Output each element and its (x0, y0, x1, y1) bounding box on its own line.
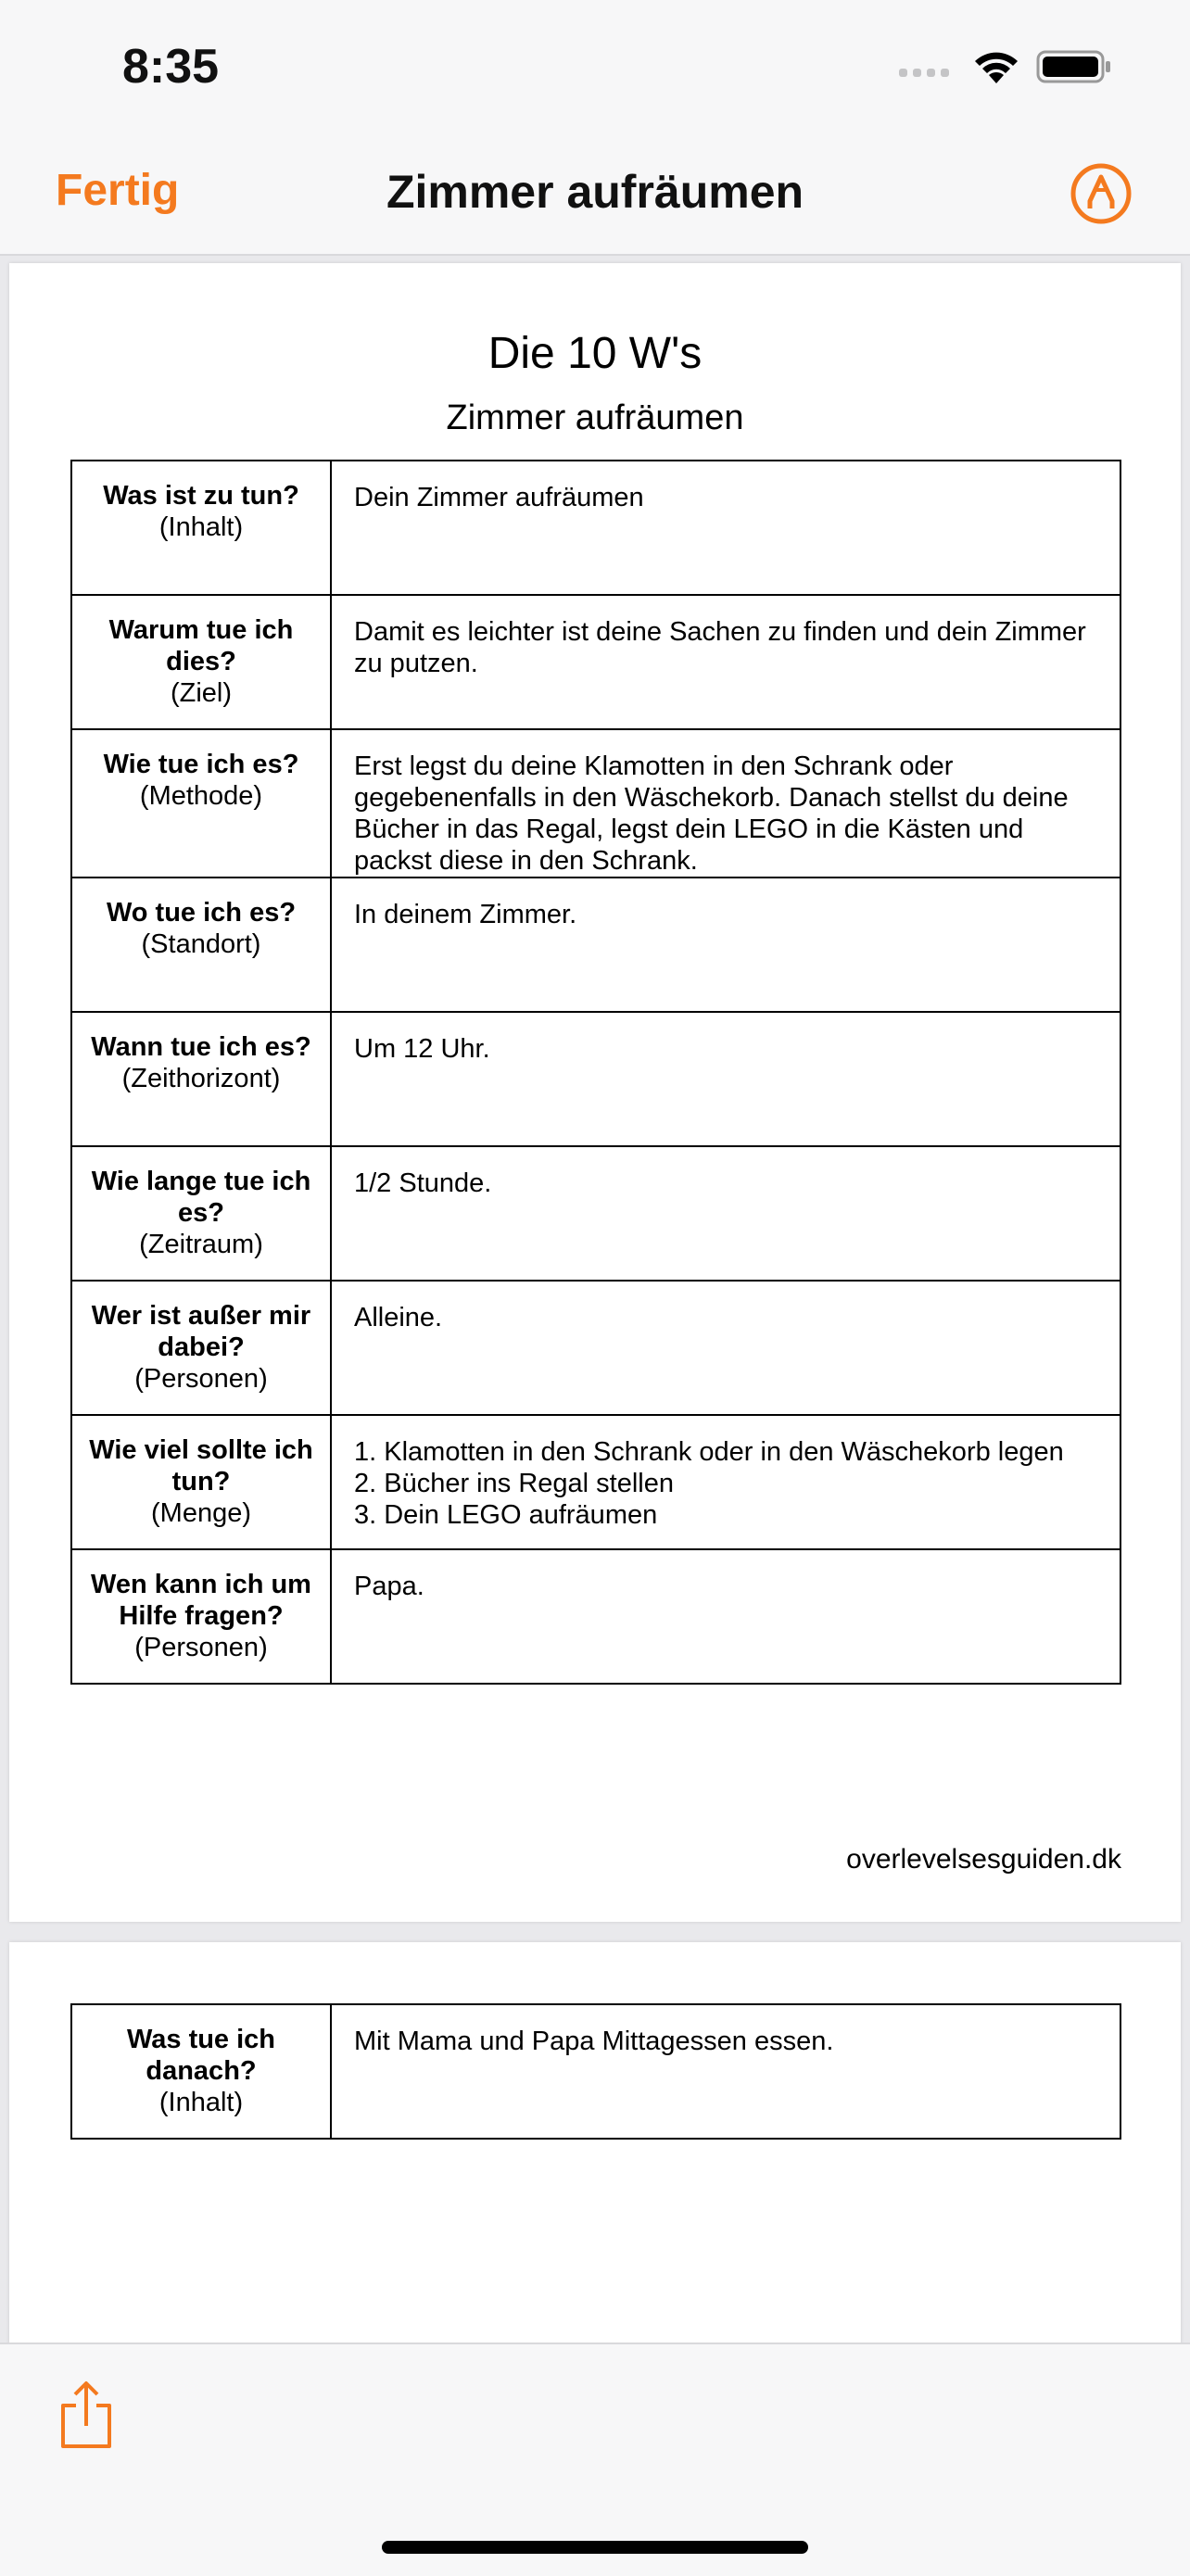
questions-table-page-2 (70, 2003, 1121, 2140)
questions-table (70, 460, 1121, 1685)
question-label: Wen kann ich um Hilfe fragen? (91, 1570, 311, 1631)
answer-cell: Dein Zimmer aufräumen (331, 461, 1120, 595)
share-icon[interactable] (57, 2380, 115, 2450)
page-title: Zimmer aufräumen (386, 166, 804, 218)
category-label: (Inhalt) (158, 2088, 244, 2117)
category-label: (Ziel) (170, 678, 233, 708)
document-subtitle: Zimmer aufräumen (446, 398, 744, 437)
table-row (71, 461, 1120, 595)
markup-pen-icon[interactable] (1070, 162, 1133, 225)
question-label: Wer ist außer mir dabei? (91, 1301, 311, 1362)
answer-cell: 1/2 Stunde. (331, 1146, 1120, 1281)
category-label: (Personen) (134, 1633, 268, 1662)
done-button[interactable]: Fertig (56, 166, 180, 215)
question-label: Wann tue ich es? (91, 1032, 311, 1062)
home-indicator[interactable] (382, 2541, 808, 2554)
category-label: (Inhalt) (158, 512, 244, 542)
status-bar (0, 0, 1190, 139)
category-label: (Standort) (141, 929, 261, 959)
navigation-bar (0, 139, 1190, 256)
table-row (71, 1549, 1120, 1684)
table-row (71, 878, 1120, 1012)
question-label: Was tue ich danach? (126, 2025, 276, 2086)
answer-cell: Mit Mama und Papa Mittagessen essen. (331, 2004, 1120, 2139)
answer-cell: Damit es leichter ist deine Sachen zu finden und dein Zimmer zu putzen. (331, 595, 1120, 729)
answer-cell: In deinem Zimmer. (331, 878, 1120, 1012)
table-row (71, 1146, 1120, 1281)
question-label: Wo tue ich es? (106, 898, 297, 928)
category-label: (Personen) (134, 1364, 268, 1394)
question-label: Wie tue ich es? (103, 750, 299, 779)
question-label: Warum tue ich dies? (108, 615, 294, 676)
document-footer: overlevelsesguiden.dk (846, 1844, 1121, 1875)
category-label: (Zeitraum) (139, 1230, 263, 1259)
status-time: 8:35 (122, 40, 220, 94)
document-title: Die 10 W's (487, 329, 703, 378)
category-label: (Menge) (151, 1498, 251, 1528)
question-label: Wie viel sollte ich tun? (89, 1435, 313, 1496)
answer-line: 2. Bücher ins Regal stellen (354, 1469, 674, 1498)
cellular-signal-icon (899, 69, 949, 77)
question-label: Was ist zu tun? (103, 481, 299, 511)
category-label: (Zeithorizont) (121, 1064, 281, 1093)
answer-cell: Alleine. (331, 1281, 1120, 1415)
battery-icon (1036, 48, 1112, 85)
table-row (71, 1281, 1120, 1415)
table-row (71, 1415, 1120, 1549)
document-page-1 (9, 263, 1181, 1922)
table-row (71, 729, 1120, 878)
answer-line: 1. Klamotten in den Schrank oder in den Wäschekorb legen (354, 1437, 1064, 1467)
category-label: (Methode) (139, 781, 263, 811)
wifi-icon (971, 46, 1021, 85)
answer-line: 3. Dein LEGO aufräumen (354, 1500, 658, 1530)
answer-cell: Um 12 Uhr. (331, 1012, 1120, 1146)
answer-cell: Papa. (331, 1549, 1120, 1684)
table-row (71, 2004, 1120, 2139)
bottom-toolbar (0, 2342, 1190, 2576)
question-label: Wie lange tue ich es? (91, 1167, 311, 1228)
table-row (71, 595, 1120, 729)
answer-cell: Erst legst du deine Klamotten in den Schrank oder gegebenenfalls in den Wäschekorb. Danach stellst du deine Bücher in das Regal, legst dein LEGO in die Kästen und packst diese in den Schrank. (331, 729, 1120, 878)
table-row (71, 1012, 1120, 1146)
answer-cell (331, 1415, 1120, 1549)
